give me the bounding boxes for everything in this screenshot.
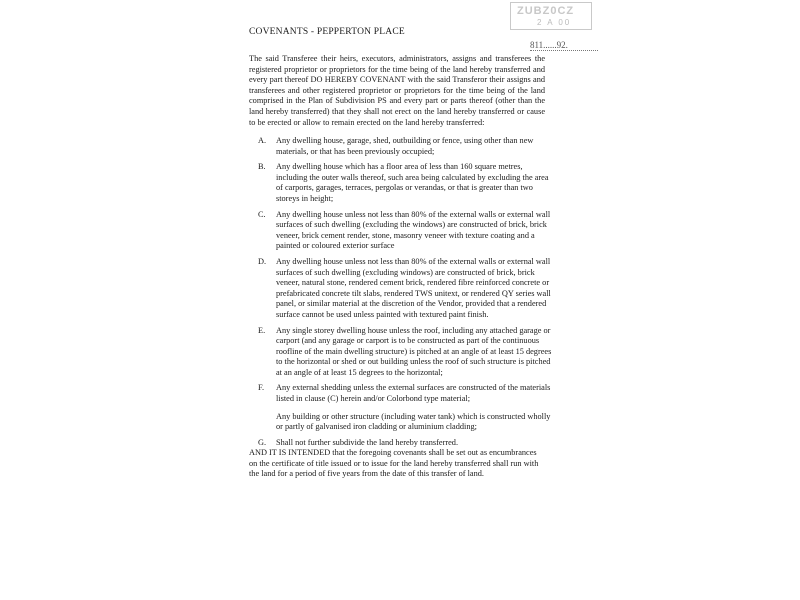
document-title: COVENANTS - PEPPERTON PLACE xyxy=(249,27,405,37)
clause-text: Shall not further subdivide the land hereby transferred. xyxy=(276,437,459,447)
clause-text: Any single storey dwelling house unless the roof, including any attached garage or carport (and any garage or carport is to be constructed as part of the continuous roofline of the main dwelling structure) is pitched at an angle of at least 15 degrees to the horizontal or shed or out building unless the roof of such structure is pitched at an angle of at least 15 degrees to the horizontal; xyxy=(276,325,552,377)
clause-text: Any dwelling house which has a floor area of less than 160 square metres, including the outer walls thereof, such area being calculated by excluding the area of carports, garages, terraces, pergolas or verandas, or that is greater than two storeys in height; xyxy=(276,162,549,203)
clause-letter: B. xyxy=(258,162,266,172)
clause-letter: F. xyxy=(258,383,265,393)
covenant-clause-a xyxy=(258,136,553,157)
reference-number: 811......92. xyxy=(530,40,598,51)
covenant-clause-c xyxy=(258,210,553,252)
clause-text: Any dwelling house unless not less than 80% of the external walls or external wall surfaces of such dwelling (excluding the windows) are constructed of brick, brick veneer, brick cement render, stone, masonry veneer with texture coating and a painted or coloured exterior surface xyxy=(276,209,551,251)
clause-text: Any external shedding unless the external surfaces are constructed of the materials listed in clause (C) herein and/or Colorbond type material; xyxy=(276,383,551,404)
closing-paragraph: AND IT IS INTENDED that the foregoing covenants shall be set out as encumbrances on the certificate of title issued or to issue for the land hereby transferred shall run with the land for a period of five years from the date of this transfer of land. xyxy=(249,448,539,479)
covenant-clause-e xyxy=(258,326,553,379)
clause-letter: E. xyxy=(258,325,266,335)
covenant-list xyxy=(258,136,553,453)
clause-letter: G. xyxy=(258,437,267,447)
clause-text: Any dwelling house unless not less than 80% of the external walls or external wall surfaces of such dwelling (excluding windows) are constructed of brick, brick veneer, natural stone, rendered cement brick, rendered fibre reinforced concrete or prefabricated concrete tilt slabs, rendered TWS unitext, or rendered QY series wall panel, or similar material at the discretion of the Vendor, provided that a rendered surface cannot be used unless painted with textured paint finish. xyxy=(276,256,551,319)
covenant-clause-b xyxy=(258,162,553,204)
covenant-clause-d xyxy=(258,257,553,321)
registration-stamp xyxy=(510,2,592,30)
clause-text: Any dwelling house, garage, shed, outbuilding or fence, using other than new materials, or that has been previously occupied; xyxy=(276,136,534,156)
clause-letter: D. xyxy=(258,256,267,266)
covenant-clause-f xyxy=(258,383,553,432)
stamp-middle-text: 2 A 00 xyxy=(537,18,572,27)
clause-letter: A. xyxy=(258,136,267,145)
clause-subtext: Any building or other structure (including water tank) which is constructed wholly or partly of galvanised iron cladding or aluminium cladding; xyxy=(276,411,551,432)
intro-paragraph: The said Transferee their heirs, executors, administrators, assigns and transferees the registered proprietor or proprietors for the time being of the land hereby transferred and every part thereof DO HEREBY COVENANT with the said Transferor their assigns and transferees and other registered proprietor or proprietors for the time being of the land comprised in the Plan of Subdivision PS and every part or parts thereof (other than the land hereby transferred) that they shall not erect on the land hereby transferred or cause to be erected or allow to remain erected on the land hereby transferred: xyxy=(249,54,545,127)
covenant-clause-g xyxy=(258,438,553,449)
stamp-top-text: ZUBZ0CZ xyxy=(517,5,575,17)
clause-letter: C. xyxy=(258,209,266,219)
